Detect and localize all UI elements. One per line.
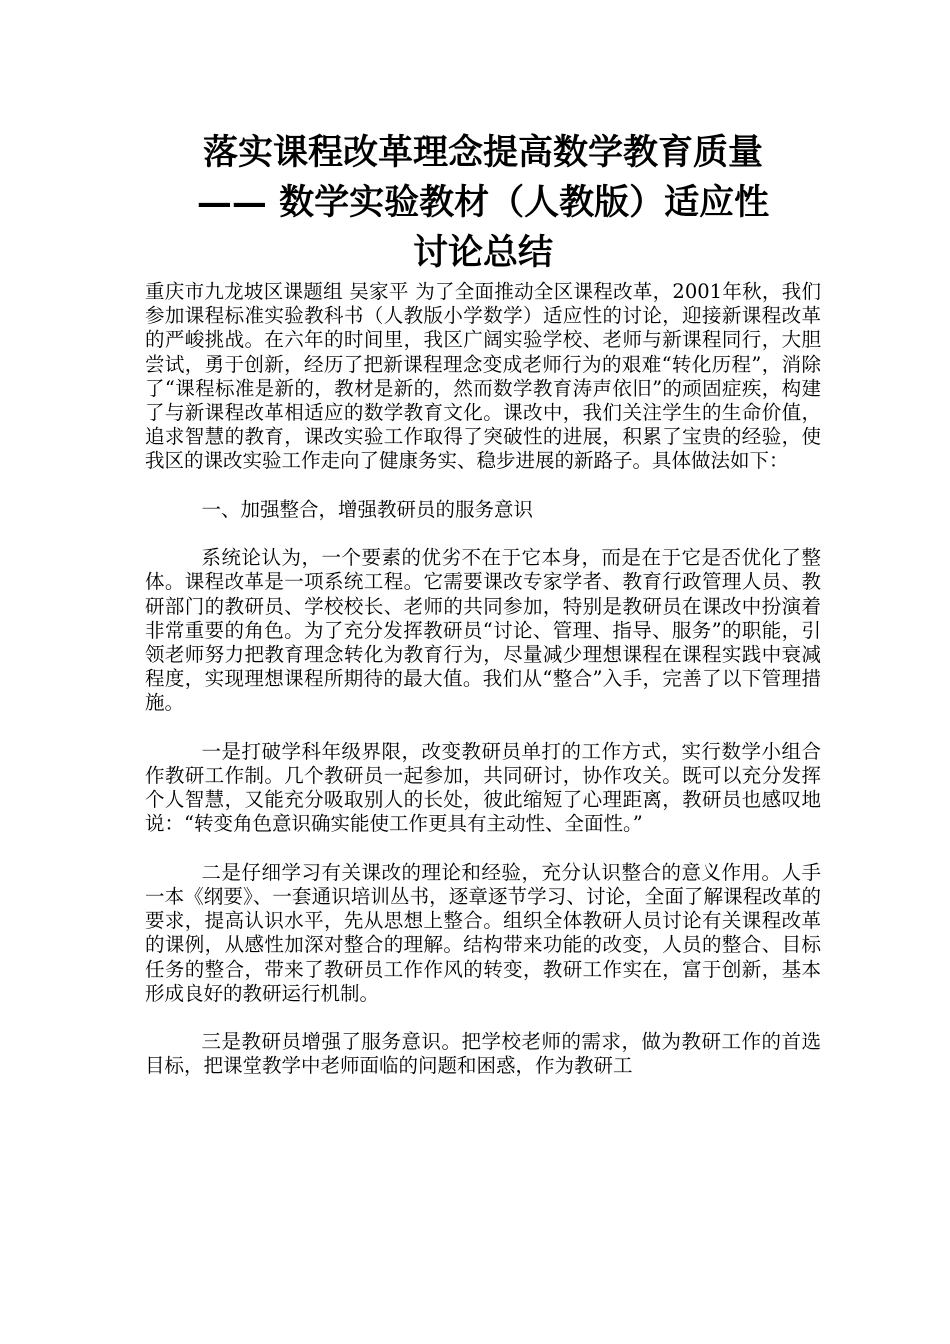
intro-paragraph: 重庆市九龙坡区课题组 吴家平 为了全面推动全区课程改革，2001年秋，我们参加课程标准实验教科书（人教版小学数学）适应性的讨论，迎接新课程改革的严峻挑战。在六年的时间里，我区广阔实验学校、老师与新课程同行，大胆尝试，勇于创新，经历了把新课程理念变成老师行为的艰难“转化历程”，消除了“课程标准是新的，教材是新的，然而数学教育涛声依旧”的顽固症疾，构建了与新课程改革相适应的数学教育文化。课改中，我们关注学生的生命价值，追求智慧的教育，课改实验工作取得了突破性的进展，积累了宝贵的经验，使我区的课改实验工作走向了健康务实、稳步进展的新路子。具体做法如下：: [145, 280, 821, 473]
body-paragraph-1: 系统论认为，一个要素的优劣不在于它本身，而是在于它是否优化了整体。课程改革是一项系统工程。它需要课改专家学者、教育行政管理人员、教研部门的教研员、学校校长、老师的共同参加，特别是教研员在课改中扮演着非常重要的角色。为了充分发挥教研员“讨论、管理、指导、服务”的职能，引领老师努力把教育理念转化为教育行为，尽量减少理想课程在课程实践中衰减程度，实现理想课程所期待的最大值。我们从“整合”入手，完善了以下管理措施。: [145, 546, 821, 715]
body-paragraph-2: 一是打破学科年级界限，改变教研员单打的工作方式，实行数学小组合作教研工作制。几个教研员一起参加，共同研讨，协作攻关。既可以充分发挥个人智慧，又能充分吸取别人的长处，彼此缩短了心理距离，教研员也感叹地说：“转变角色意识确实能使工作更具有主动性、全面性。”: [145, 739, 821, 836]
document-title: [145, 128, 821, 278]
title-line-2: —— 数学实验教材（人教版）适应性: [196, 182, 770, 223]
section-heading-1: 一、加强整合，增强教研员的服务意识: [201, 497, 534, 521]
document-body: [145, 280, 821, 1079]
body-paragraph-4: 三是教研员增强了服务意识。把学校老师的需求，做为教研工作的首选目标，把课堂教学中老师面临的问题和困惑，作为教研工: [145, 1030, 821, 1078]
body-paragraph-3: 二是仔细学习有关课改的理论和经验，充分认识整合的意义作用。人手一本《纲要》、一套通识培训丛书，逐章逐节学习、讨论，全面了解课程改革的要求，提高认识水平，先从思想上整合。组织全体教研人员讨论有关课程改革的课例，从感性加深对整合的理解。结构带来功能的改变，人员的整合、目标任务的整合，带来了教研员工作作风的转变，教研工作实在，富于创新，基本形成良好的教研运行机制。: [145, 860, 821, 1005]
title-line-1: 落实课程改革理念提高数学教育质量: [202, 132, 763, 173]
document-page: [145, 128, 821, 1103]
title-line-3: 讨论总结: [412, 232, 553, 273]
